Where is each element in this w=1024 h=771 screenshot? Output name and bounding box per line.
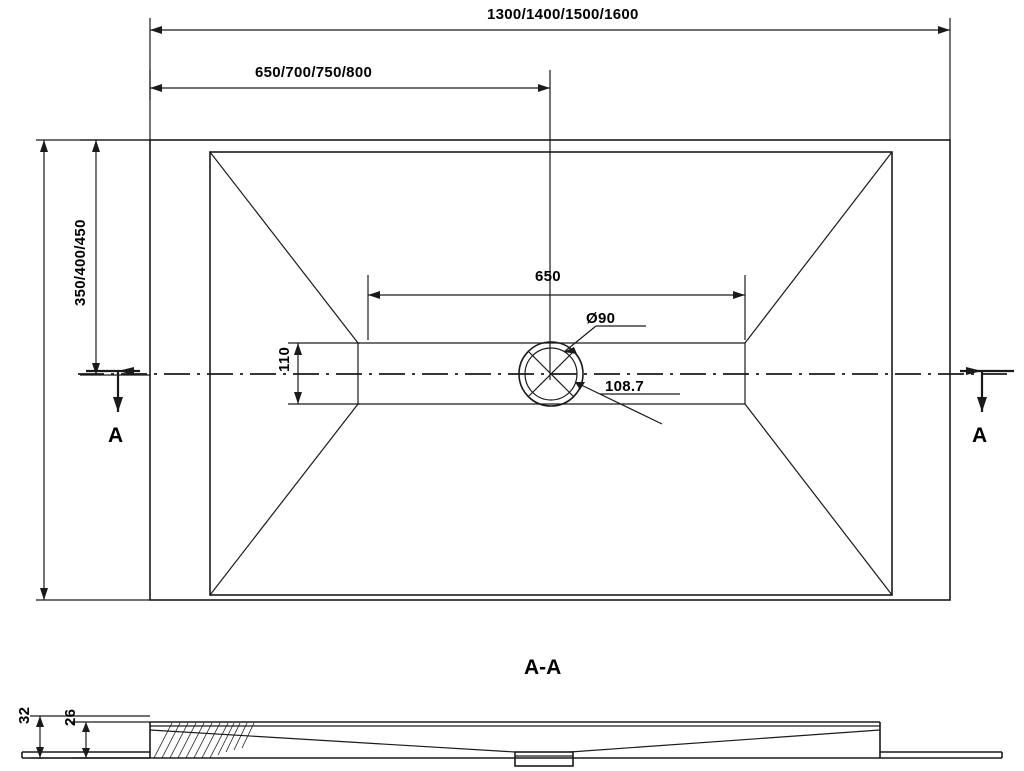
section-profile [22, 716, 1002, 766]
label-drain-diameter: Ø90 [586, 310, 616, 327]
label-section-height-inner: 26 [62, 708, 79, 726]
label-overall-width: 1300/1400/1500/1600 [487, 6, 639, 23]
label-section-height-total: 32 [16, 706, 33, 724]
label-channel-length: 650 [535, 268, 561, 285]
label-section-arrow-left: A [108, 424, 124, 447]
label-drain-detail: 108.7 [605, 378, 645, 395]
label-half-width: 650/700/750/800 [255, 64, 373, 81]
leader-drain-diameter [564, 326, 646, 354]
dim-top-offset [80, 140, 150, 375]
label-section-arrow-right: A [972, 424, 988, 447]
label-channel-width: 110 [276, 346, 293, 372]
label-section-aa: A-A [524, 656, 562, 679]
label-top-offset: 350/400/450 [72, 219, 89, 306]
